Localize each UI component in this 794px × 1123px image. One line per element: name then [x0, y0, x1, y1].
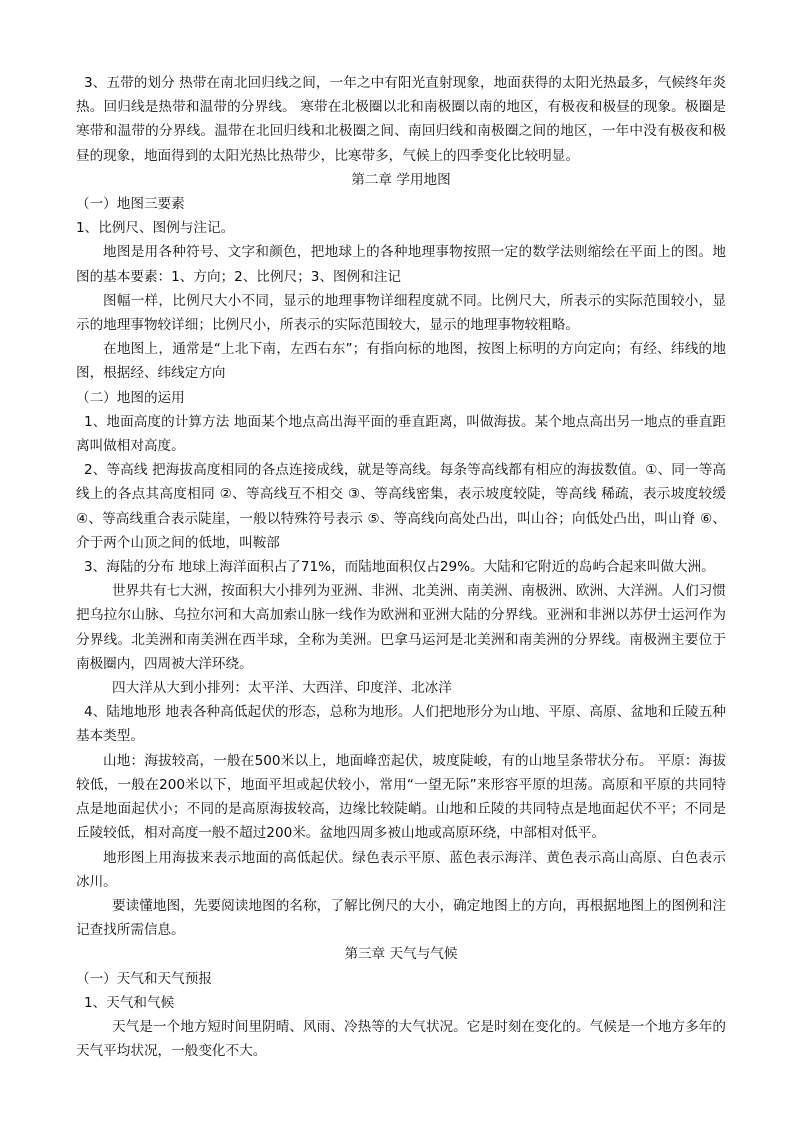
chapter-2-heading: 第二章 学用地图	[351, 171, 451, 188]
chapter-3-heading: 第三章 天气与气候	[344, 946, 458, 963]
paragraph-five-zones: 3、五带的划分 热带在南北回归线之间，一年之中有阳光直射现象，地面获得的太阳光热最多，气候终年炎热。回归线是热带和温带的分界线。 寒带在北极圈以北和南极圈以南的地区，有极夜和极昼的现象。极圈是寒带和温带的分界线。温带在北回归线和北极圈之间、南回归线和南极圈之间的地区，一年中没有极夜和极昼的现象，地面得到的太阳光热比热带少，比寒带多，气候上的四季变化比较明显。	[76, 75, 726, 164]
paragraph-oceans: 四大洋从大到小排列：太平洋、大西洋、印度洋、北冰洋	[112, 680, 452, 697]
section-map-elements-heading: （一）地图三要素	[76, 196, 185, 213]
paragraph-landform-types: 山地：海拔较高，一般在500米以上，地面峰峦起伏，坡度陡峻，有的山地呈条带状分布。 平原：海拔较低，一般在200米以下，地面平坦或起伏较小，常用“一望无际”来形容平原的坦荡。高原和平原的共同特点是地面起伏小；不同的是高原海拔较高，边缘比较陡峭。山地和丘陵的共同特点是地面起伏不平；不同是丘陵较低，相对高度一般不超过200米。盆地四周多被山地或高原环绕，中部相对低平。	[76, 752, 726, 842]
paragraph-topographic-map: 地形图上用海拔来表示地面的高低起伏。绿色表示平原、蓝色表示海洋、黄色表示高山高原、白色表示冰川。	[76, 849, 726, 890]
paragraph-landforms: 4、陆地地形 地表各种高低起伏的形态，总称为地形。人们把地形分为山地、平原、高原、盆地和丘陵五种基本类型。	[76, 704, 726, 745]
section-map-usage-heading: （二）地图的运用	[76, 389, 185, 406]
paragraph-scale: 图幅一样，比例尺大小不同，显示的地理事物详细程度就不同。比例尺大，所表示的实际范围较小，显示的地理事物较详细；比例尺小，所表示的实际范围较大，显示的地理事物较粗略。	[76, 292, 726, 334]
subsection-scale-legend: 1、比例尺、图例与注记。	[76, 220, 235, 237]
section-weather-heading: （一）天气和天气预报	[76, 970, 212, 987]
paragraph-reading-maps: 要读懂地图，先要阅读地图的名称，了解比例尺的大小，确定地图上的方向，再根据地图上的图例和注记查找所需信息。	[76, 897, 726, 939]
subsection-weather-climate: 1、天气和气候	[84, 994, 175, 1011]
paragraph-direction: 在地图上，通常是“上北下南，左西右东”；有指向标的地图，按图上标明的方向定向；有经、纬线的地图，根据经、纬线定方向	[76, 341, 726, 382]
paragraph-altitude: 1、地面高度的计算方法 地面某个地点高出海平面的垂直距离，叫做海拔。某个地点高出另一地点的垂直距离叫做相对高度。	[76, 413, 726, 455]
paragraph-continents: 世界共有七大洲，按面积大小排列为亚洲、非洲、北美洲、南美洲、南极洲、欧洲、大洋洲。人们习惯把乌拉尔山脉、乌拉尔河和大高加索山脉一线作为欧洲和亚洲大陆的分界线。亚洲和非洲以苏伊士运河作为分界线。北美洲和南美洲在西半球，全称为美洲。巴拿马运河是北美洲和南美洲的分界线。南极洲主要位于南极圈内，四周被大洋环绕。	[76, 583, 726, 672]
paragraph-land-sea: 3、海陆的分布 地球上海洋面积占了71%，而陆地面积仅占29%。大陆和它附近的岛屿合起来叫做大洲。	[84, 559, 715, 576]
document-body	[76, 71, 726, 1063]
paragraph-weather-climate: 天气是一个地方短时间里阴晴、风雨、冷热等的大气状况。它是时刻在变化的。气候是一个地方多年的天气平均状况，一般变化不大。	[76, 1018, 726, 1060]
paragraph-map-definition: 地图是用各种符号、文字和颜色，把地球上的各种地理事物按照一定的数学法则缩绘在平面上的图。地图的基本要素：1、方向；2、比例尺；3、图例和注记	[76, 244, 726, 285]
paragraph-contour: 2、等高线 把海拔高度相同的各点连接成线，就是等高线。每条等高线都有相应的海拔数值。①、同一等高线上的各点其高度相同 ②、等高线互不相交 ③、等高线密集，表示坡度较陡，等高线 稀疏，表示坡度较缓 ④、等高线重合表示陡崖，一般以特殊符号表示 ⑤、等高线向高处凸出，叫山谷；向低处凸出，叫山脊 ⑥、介于两个山顶之间的低地，叫鞍部	[76, 462, 726, 551]
